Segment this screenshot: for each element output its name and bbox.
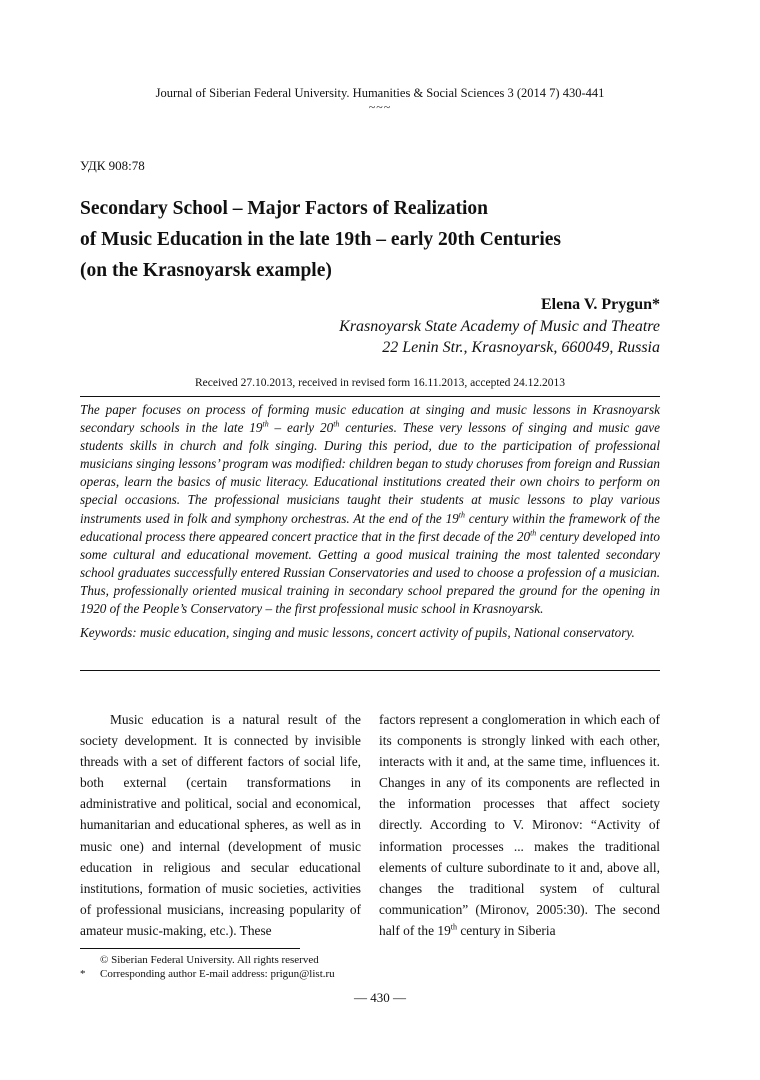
udk-code: УДК 908:78 xyxy=(80,158,145,173)
received-dates: Received 27.10.2013, received in revised form 16.11.2013, accepted 24.12.2013 xyxy=(194,377,566,389)
abstract-top-rule xyxy=(80,396,660,397)
page-number: — 430 — xyxy=(354,990,406,1005)
header-ornament: ~~~ xyxy=(368,100,392,114)
address: 22 Lenin Str., Krasnoyarsk, 660049, Russia xyxy=(382,339,660,356)
body-column-left xyxy=(80,709,361,941)
title-line-2: of Music Education in the late 19th – early 20th Centuries xyxy=(80,229,561,250)
footnote-rule xyxy=(80,948,300,949)
paper-title xyxy=(80,193,561,286)
abstract-text: The paper focuses on process of forming music education at singing and music lessons in Krasnoyarsk secondary schools in the late 19th – early 20th centuries. These very lessons of singing and music gave students skills in church and folk singing. During this period, due to the participation of professional musicians singing lessons’ program was modified: children began to study choruses from foreign and Russian operas, learn the basics of music literacy. Educational institutions created their own choirs to perform on special occasions. The professional musicians taught their students at music lessons to play various instruments used in folk and symphony orchestras. At the end of the 19th century within the framework of the educational process there appeared concert practice that in the first decade of the 20th century developed into some cultural and educational movement. Getting a good musical training the most talented secondary school graduates successfully entered Russian Conservatories and used to choose a profession of a musician. Thus, professionally oriented musical training in secondary school prepared the ground for the opening in 1920 of the People’s Conservatory – the first professional music school in Krasnoyarsk. xyxy=(80,402,660,617)
affiliation: Krasnoyarsk State Academy of Music and Theatre xyxy=(339,318,660,335)
corresponding-note: * Corresponding author E-mail address: prigun@list.ru xyxy=(80,968,335,980)
abstract xyxy=(80,401,660,642)
body-column-right xyxy=(379,709,660,941)
author-affiliation-block xyxy=(339,316,660,358)
copyright-note: © Siberian Federal University. All rights reserved xyxy=(100,954,319,966)
keywords: Keywords: music education, singing and music lessons, concert activity of pupils, National conservatory. xyxy=(80,625,635,641)
title-line-1: Secondary School – Major Factors of Realization xyxy=(80,198,488,219)
abstract-bottom-rule xyxy=(80,670,660,671)
footnotes xyxy=(80,953,335,981)
body-paragraph: Music education is a natural result of the society development. It is connected by invisible threads with a set of different factors of social life, both external (certain transformations in administrative and political, social and economical, humanitarian and educational spheres, as well as in music one) and internal (development of music education in religious and secular educational institutions, formation of music societies, activities of professional musicians, increasing popularity of amateur music-making, etc.). These xyxy=(80,712,361,938)
body-paragraph: factors represent a conglomeration in which each of its components is strongly linked with each other, interacts with it and, at the same time, influences it. Changes in any of its components are reflected in the information processes that affect society directly. According to V. Mironov: “Activity of information processes ... makes the traditional elements of culture subordinate to it and, above all, changes the traditional system of cultural communication” (Mironov, 2005:30). The second half of the 19th century in Siberia xyxy=(379,712,660,938)
author-name: Elena V. Prygun* xyxy=(541,296,660,313)
title-line-3: (on the Krasnoyarsk example) xyxy=(80,260,332,281)
journal-header: Journal of Siberian Federal University. Humanities & Social Sciences 3 (2014 7) 430-441 xyxy=(155,86,605,100)
